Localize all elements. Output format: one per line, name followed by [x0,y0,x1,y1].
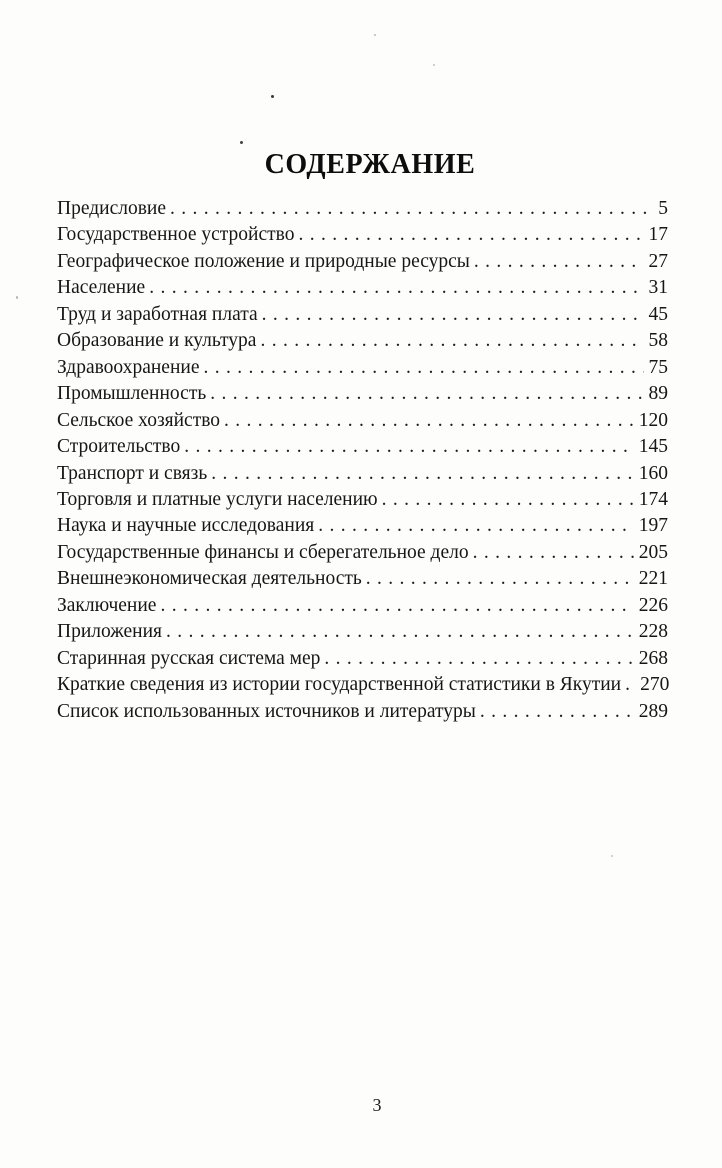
toc-entry [57,381,668,407]
dot-leader [366,566,634,592]
toc-entry-page-number: 5 [658,198,668,219]
toc-entry-title: Население [57,277,146,299]
toc-entry-title: Здравоохранение [57,356,200,378]
toc-entry-page-number: 31 [648,277,668,299]
toc-entry-page-number: 58 [648,330,668,352]
scan-speck [611,855,613,857]
dot-leader [184,434,634,460]
toc-entry [57,434,668,460]
toc-entry-page-number: 45 [648,303,668,325]
toc-entry [57,566,668,592]
dot-leader [298,222,643,248]
toc-entry-title: Краткие сведения из истории государственной статистики в Якутии [57,674,622,696]
dot-leader [210,381,643,407]
toc-entry-page-number: 89 [648,383,668,405]
toc-entry-page-number: 226 [638,594,668,616]
toc-entry-title: Внешнеэкономическая деятельность [57,568,362,590]
toc-entry-title: Список использованных источников и литературы [57,700,476,722]
dot-leader [262,302,644,328]
dot-leader [160,593,633,619]
toc-entry-page-number: 270 [640,674,670,696]
dot-leader [318,513,634,539]
toc-entry [57,275,668,301]
toc-entry-page-number: 289 [638,700,668,722]
toc-entry [57,408,668,434]
scan-speck [271,95,274,98]
toc-entry [57,593,668,619]
toc-entry-title: Сельское хозяйство [57,409,221,431]
dot-leader [211,461,634,487]
toc-entry-title: Географическое положение и природные ресурсы [57,250,470,272]
toc-entry-title: Образование и культура [57,330,257,352]
dot-leader [473,540,634,566]
toc-entry [57,355,668,381]
toc-entry-title: Труд и заработная плата [57,303,258,325]
toc-entry [57,196,668,222]
dot-leader [474,249,644,275]
toc-entry-page-number: 75 [648,356,668,378]
toc-entry-page-number: 145 [638,436,668,458]
toc-entry-page-number: 205 [638,541,668,563]
toc-entry [57,699,668,725]
toc-entry-page-number: 221 [638,568,668,590]
toc-entry-title: Старинная русская система мер [57,647,321,669]
toc-entry [57,249,668,275]
toc-entry [57,328,668,354]
toc-entry-title: Промышленность [57,383,207,405]
toc-entry [57,222,668,248]
toc-entry-title: Наука и научные исследования [57,515,315,537]
footer-page-number: 3 [372,1095,382,1115]
scan-speck [240,141,243,144]
scan-speck [16,296,18,299]
toc-entry-page-number: 197 [638,515,668,537]
dot-leader [324,646,633,672]
toc-entry [57,646,668,672]
toc-entry-title: Государственные финансы и сберегательное дело [57,541,469,563]
page-title: СОДЕРЖАНИЕ [264,149,476,180]
scan-speck [433,64,435,66]
dot-leader [166,619,634,645]
toc-entry-page-number: 17 [648,224,668,246]
toc-entry [57,672,668,698]
toc-entry-title: Государственное устройство [57,224,295,246]
dot-leader [149,275,643,301]
toc-entry-title: Приложения [57,621,162,643]
toc-entry [57,487,668,513]
toc-entry-page-number: 228 [638,621,668,643]
toc-entry-title: Строительство [57,436,181,458]
toc-entry [57,461,668,487]
toc-entry [57,619,668,645]
dot-leader [382,487,634,513]
toc-entry [57,513,668,539]
dot-leader [203,355,643,381]
dot-leader [224,408,634,434]
toc-entry-title: Транспорт и связь [57,462,208,484]
toc-entry-page-number: 120 [638,409,668,431]
toc-entry [57,540,668,566]
dot-leader [480,699,634,725]
toc-entry-page-number: 268 [638,647,668,669]
dot-leader [170,196,653,222]
toc-entry [57,302,668,328]
toc-entry-page-number: 27 [648,250,668,272]
table-of-contents [57,196,668,725]
toc-entry-page-number: 160 [638,462,668,484]
toc-entry-title: Торговля и платные услуги населению [57,488,378,510]
toc-entry-page-number: 174 [638,488,668,510]
toc-entry-title: Заключение [57,594,157,616]
scan-speck [374,34,376,36]
dot-leader [625,672,635,698]
toc-entry-title: Предисловие [57,198,167,219]
dot-leader [260,328,643,354]
